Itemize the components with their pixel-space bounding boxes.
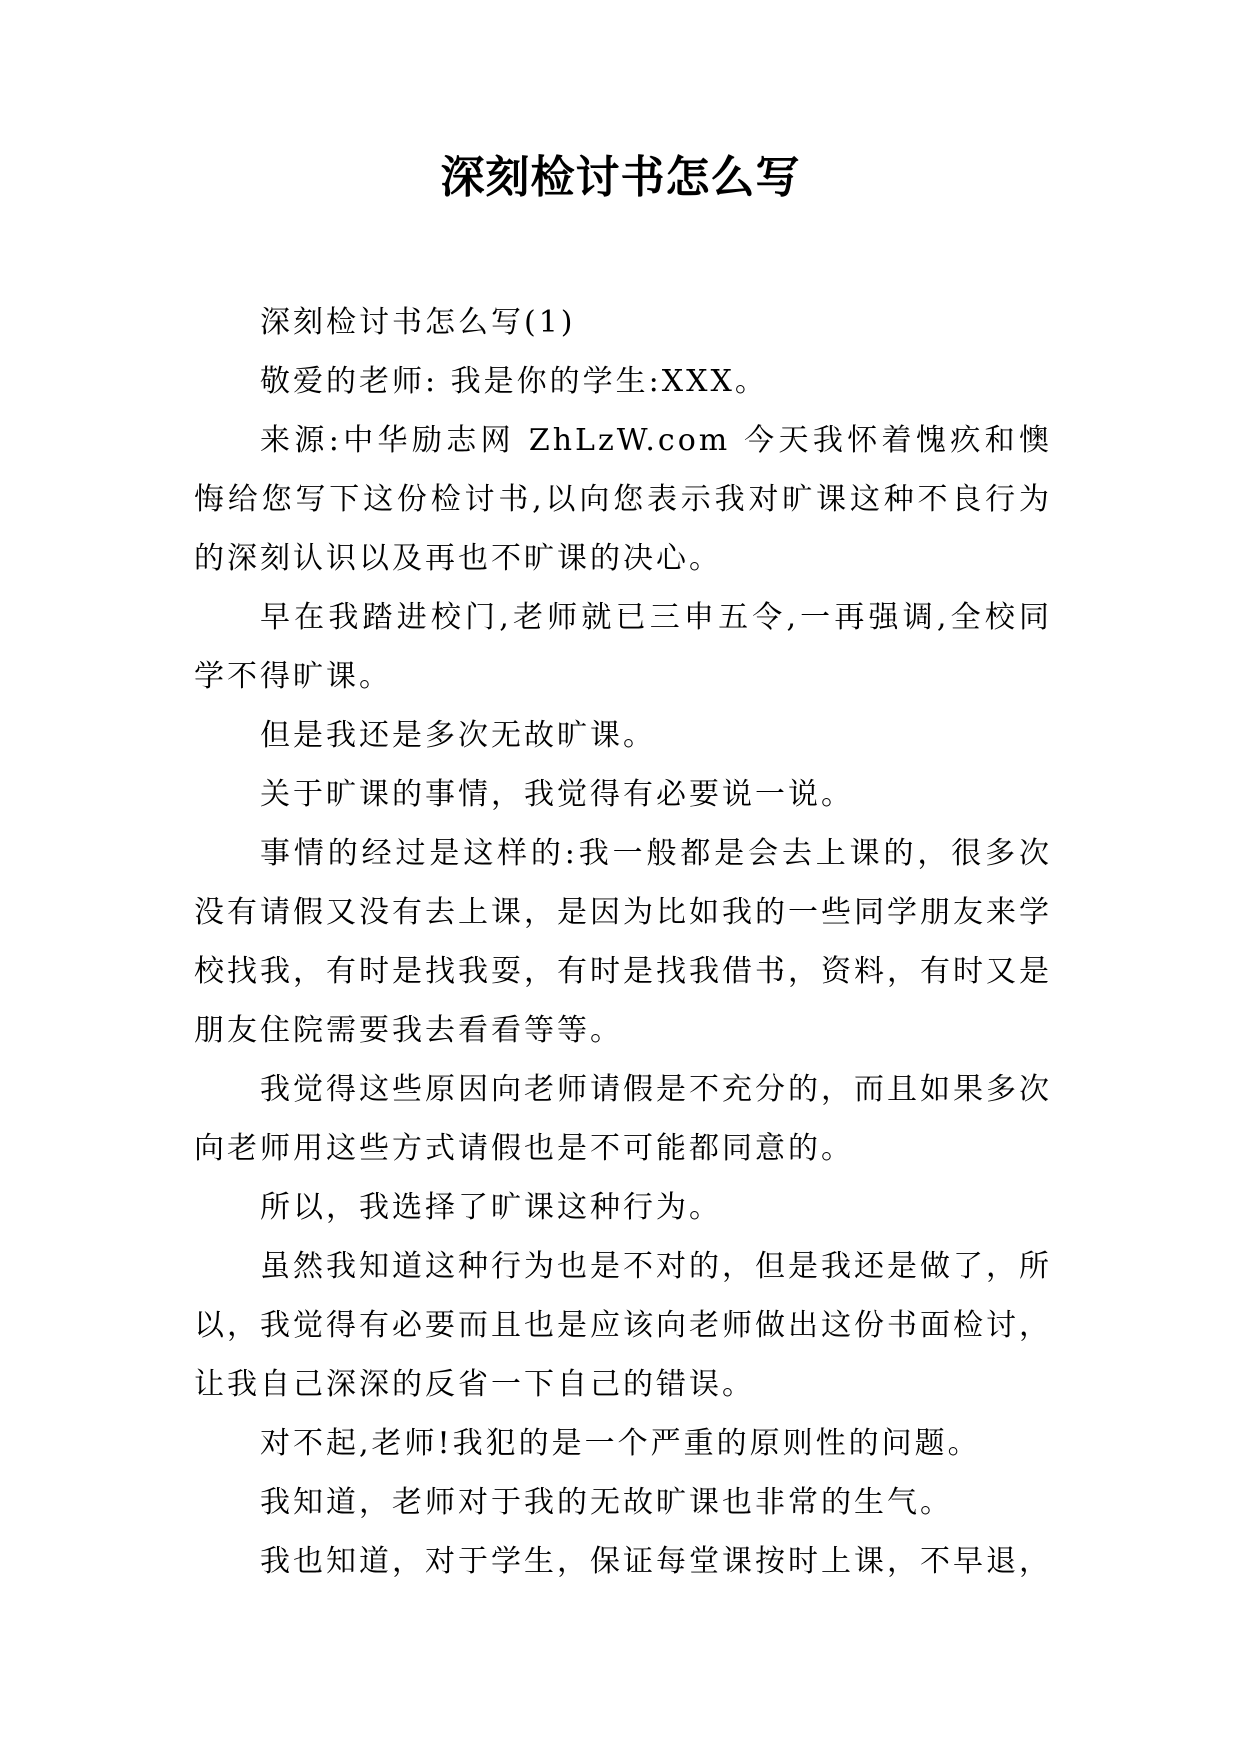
paragraph: 事情的经过是这样的:我一般都是会去上课的，很多次没有请假又没有去上课，是因为比如我的一些同学朋友来学校找我，有时是找我耍，有时是找我借书，资料，有时又是朋友住院需要我去看看等等。 [194, 836, 1052, 1048]
paragraph: 关于旷课的事情，我觉得有必要说一说。 [260, 777, 854, 812]
paragraph-salutation: 敬爱的老师: 我是你的学生:XXX。 [260, 364, 768, 399]
paragraph: 来源:中华励志网 ZhLzW.com 今天我怀着愧疚和懊悔给您写下这份检讨书,以向您表示我对旷课这种不良行为的深刻认识以及再也不旷课的决心。 [194, 423, 1052, 576]
paragraph: 我知道，老师对于我的无故旷课也非常的生气。 [260, 1485, 953, 1520]
paragraph: 所以，我选择了旷课这种行为。 [260, 1190, 722, 1225]
paragraph: 对不起,老师!我犯的是一个严重的原则性的问题。 [260, 1426, 981, 1461]
paragraph-heading: 深刻检讨书怎么写(1) [260, 305, 576, 340]
paragraph: 我觉得这些原因向老师请假是不充分的，而且如果多次向老师用这些方式请假也是不可能都同意的。 [194, 1072, 1052, 1166]
paragraph: 但是我还是多次无故旷课。 [260, 718, 656, 753]
document-body [194, 293, 1052, 1591]
paragraph: 虽然我知道这种行为也是不对的，但是我还是做了，所以，我觉得有必要而且也是应该向老师做出这份书面检讨，让我自己深深的反省一下自己的错误。 [194, 1249, 1052, 1402]
paragraph: 我也知道，对于学生，保证每堂课按时上课，不早退， [260, 1544, 1052, 1579]
paragraph: 早在我踏进校门,老师就已三申五令,一再强调,全校同学不得旷课。 [194, 600, 1052, 694]
document-title: 深刻检讨书怎么写 [440, 152, 801, 203]
